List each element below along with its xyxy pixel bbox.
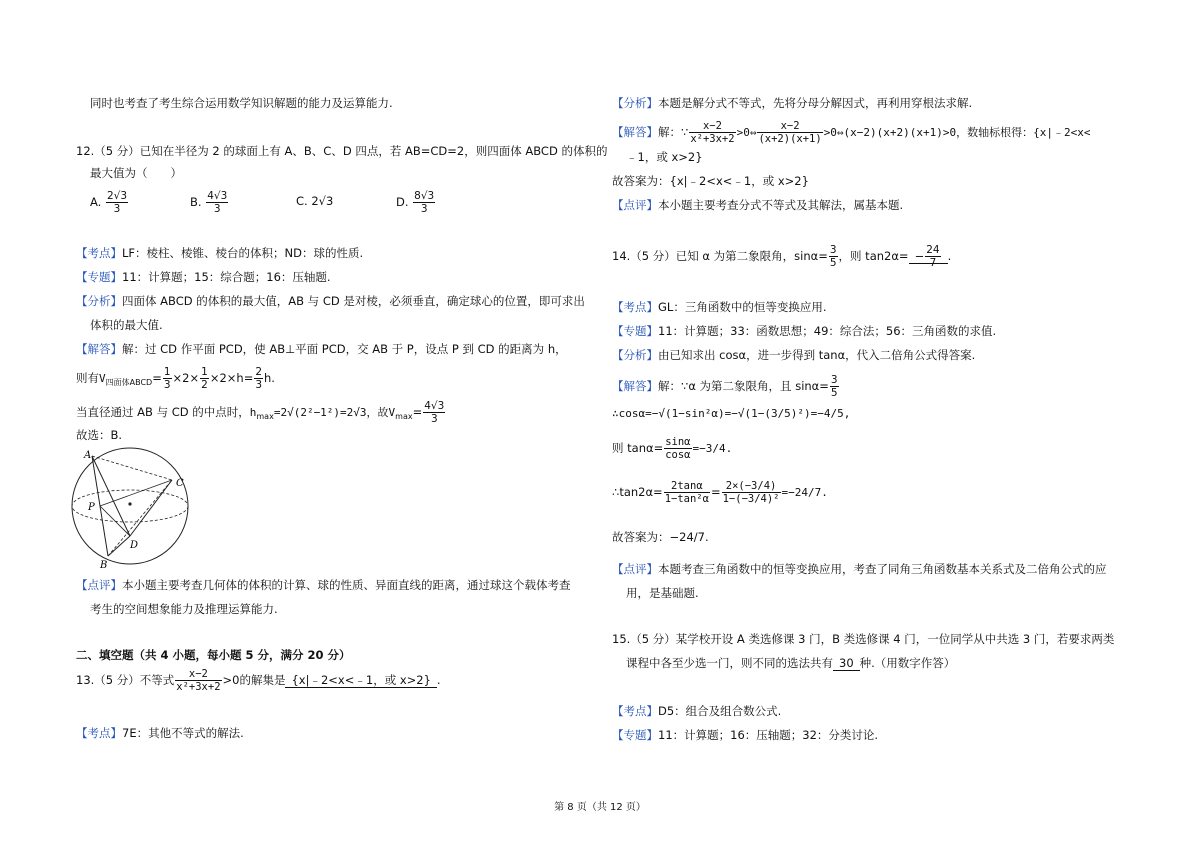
- q13-kaodian: 【考点】7E：其他不等式的解法.: [76, 726, 244, 740]
- label-d: D: [130, 540, 139, 551]
- q14-dianping-2: 用，是基础题.: [626, 586, 699, 600]
- q13-answer: {x|﹣2<x<﹣1，或 x>2}: [285, 673, 436, 688]
- q14-tan-line: 则 tanα= $\frac{\sin\alpha}{\cos\alpha}$ =−3/4.: [612, 436, 733, 461]
- label-p: P: [88, 502, 95, 513]
- q15-stem-2: 课程中各至少选一门，则不同的选法共有 30 种.（用数字作答）: [626, 656, 956, 670]
- q12-dianping-2: 考生的空间想象能力及推理运算能力.: [90, 602, 278, 616]
- q14-tan2-line: ∴tan2α= $\frac{2\tan\alpha}{\text{1−tan²α}}$ = $\frac{2\times(-3/4)}{\text{1−(−3/4)²}}$ =−24/7.: [612, 480, 828, 505]
- q14-zhuanti: 【专题】11：计算题；33：函数思想；49：综合法；56：三角函数的求值.: [612, 324, 997, 338]
- option-b: [190, 190, 229, 215]
- q15-stem: 15.（5 分）某学校开设 A 类选修课 3 门，B 类选修课 4 门，一位同学从中共选 3 门，若要求两类: [612, 632, 1115, 646]
- text-line: 同时也考查了考生综合运用数学知识解题的能力及运算能力.: [90, 96, 393, 110]
- option-d-value: $\frac{8√3}{3}$: [414, 190, 435, 215]
- option-c-value: 2√3: [311, 194, 334, 208]
- edge-ad: [92, 456, 130, 536]
- q15-answer: 30: [833, 656, 860, 671]
- option-d: [396, 190, 436, 215]
- q14-dianping: 【点评】本题考查三角函数中的恒等变换应用，考查了同角三角函数基本关系式及二倍角公式的应: [612, 562, 1107, 576]
- q12-volume-formula: 则有$V_{四面体ABCD}=$ $\frac{1}{3}$ ×2× $\frac{1}{2}$ ×2×h= $\frac{2}{3}$ h.: [76, 366, 275, 391]
- label-c: C: [176, 478, 184, 489]
- edge-bd: [108, 536, 130, 556]
- section-heading: 二、填空题（共 4 小题，每小题 5 分，满分 20 分）: [76, 648, 351, 662]
- option-c-label: C.: [296, 194, 308, 208]
- q12-options: [90, 190, 129, 215]
- q14-jieda: 【解答】解：∵α 为第二象限角，且 sinα= $\frac{3}{5}$: [612, 374, 838, 399]
- q12-stem: 12.（5 分）已知在半径为 2 的球面上有 A、B、C、D 四点，若 AB=CD=2，则四面体 ABCD 的体积的: [76, 144, 608, 158]
- sphere-figure: [66, 446, 196, 572]
- option-d-label: D.: [396, 195, 409, 209]
- edge-ac: [92, 456, 172, 480]
- q15-zhuanti: 【专题】11：计算题；16：压轴题；32：分类讨论.: [612, 728, 879, 742]
- q13-dianping: 【点评】本小题主要考查分式不等式及其解法，属基本题.: [612, 198, 904, 212]
- q14-kaodian: 【考点】GL：三角函数中的恒等变换应用.: [612, 300, 827, 314]
- q13-stem: 13.（5 分）不等式 $\frac{x-2}{\text{x²+3x+2}}$ >0的解集是 {x|﹣2<x<﹣1，或 x>2} .: [76, 668, 441, 693]
- q12-fenxi-2: 体积的最大值.: [90, 318, 163, 332]
- q13-fenxi: 【分析】本题是解分式不等式，先将分母分解因式，再利用穿根法求解.: [612, 96, 973, 110]
- q12-stem-2: 最大值为（ ）: [90, 166, 182, 180]
- q12-max-line: 当直径通过 AB 与 CD 的中点时，$h_{max}=2√(2^2-1^2)=2√3$，故$V_{max}=$ $\frac{4√3}{3}$: [76, 400, 445, 425]
- q12-kaodian: 【考点】LF：棱柱、棱锥、棱台的体积；ND：球的性质.: [76, 246, 364, 260]
- q12-zhuanti: 【专题】11：计算题；15：综合题；16：压轴题.: [76, 270, 331, 284]
- q12-fenxi: 【分析】四面体 ABCD 的体积的最大值，AB 与 CD 是对棱，必须垂直，确定球心的位置，即可求出: [76, 294, 585, 308]
- q15-kaodian: 【考点】D5：组合及组合数公式.: [612, 704, 782, 718]
- label-b: B: [100, 560, 108, 571]
- option-b-value: $\frac{4√3}{3}$: [207, 190, 228, 215]
- option-a-label: A.: [90, 195, 102, 209]
- q13-jieda-2: ﹣1，或 x>2}: [626, 150, 703, 164]
- q14-cos-line: ∴cosα=−√(1−sin²α)=−√(1−(3/5)²)=−4/5,: [612, 407, 851, 420]
- q12-dianping: 【点评】本小题主要考查几何体的体积的计算、球的性质、异面直线的距离，通过球这个载体考查: [76, 578, 571, 592]
- q12-jieda: 【解答】解：过 CD 作平面 PCD，使 AB⊥平面 PCD，交 AB 于 P，设点 P 到 CD 的距离为 h，: [76, 342, 567, 356]
- q12-answer: 故选：B.: [76, 428, 123, 442]
- q14-answer-line: 故答案为：−24/7.: [612, 530, 709, 544]
- option-b-label: B.: [190, 195, 202, 209]
- option-c: [296, 194, 333, 209]
- q13-jieda: 【解答】解：∵ $\frac{x-2}{\text{x²+3x+2}}$ >0⇔ $\frac{x-2}{(x+2)(x+1)}$ >0⇔(x−2)(x+2)(x+1)>0，数轴标根得：{x|﹣2<x<: [612, 120, 1091, 145]
- label-a: A: [84, 450, 92, 461]
- page-footer: 第 8 页（共 12 页）: [554, 802, 646, 813]
- q13-answer-line: 故答案为：{x|﹣2<x<﹣1，或 x>2}: [612, 174, 809, 188]
- q14-stem: 14.（5 分）已知 α 为第二象限角，sinα= $\frac{3}{5}$ ，则 tan2α= − $\frac{24}{7}$ .: [612, 244, 952, 269]
- edge-cd: [130, 480, 172, 536]
- q14-answer: − $\frac{24}{7}$: [909, 249, 948, 264]
- sphere-center: [128, 502, 131, 505]
- q14-fenxi: 【分析】由已知求出 cosα，进一步得到 tanα，代入二倍角公式得答案.: [612, 348, 976, 362]
- option-a-value: $\frac{2√3}{3}$: [106, 190, 128, 215]
